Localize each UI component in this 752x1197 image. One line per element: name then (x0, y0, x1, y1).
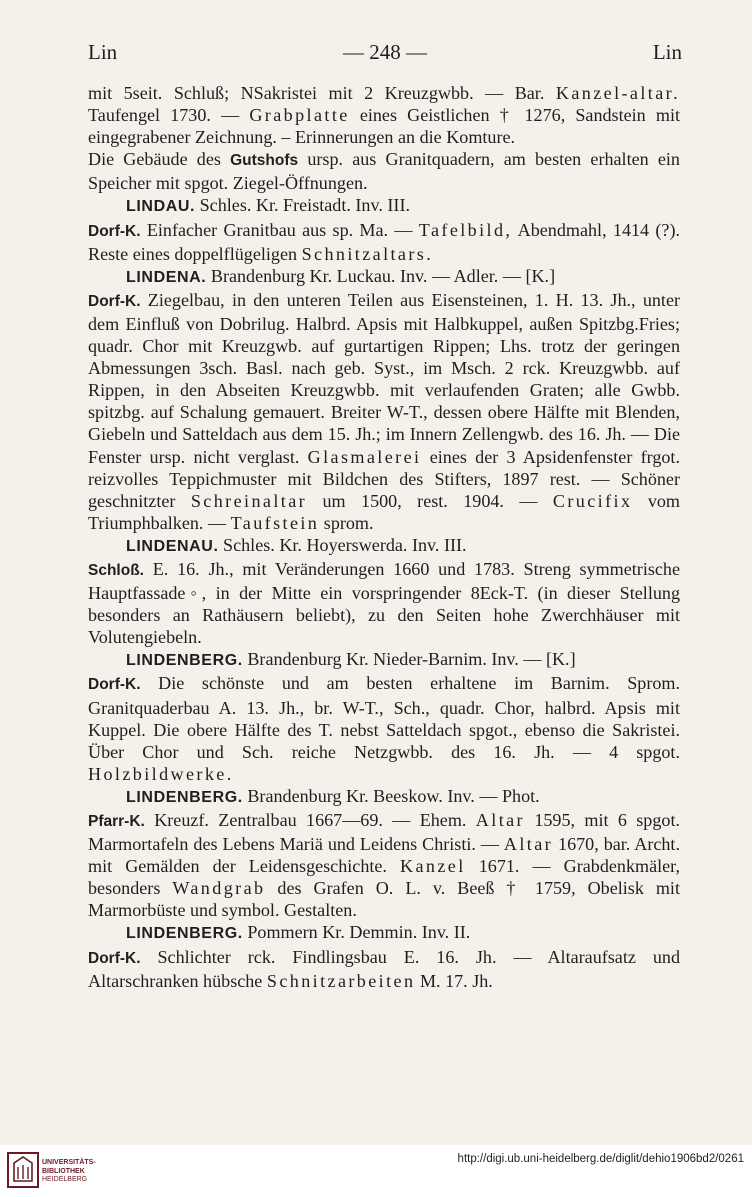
place-heading: LINDENA. (126, 268, 207, 286)
spaced-term: Grabplatte (249, 105, 350, 126)
bold-term: Gutshofs (230, 152, 299, 170)
spaced-term: Schnitzarbeiten (266, 970, 416, 991)
paragraph-gutshof (88, 148, 680, 194)
spaced-term: Holzbildwerke. (88, 763, 234, 784)
place-heading: LINDENAU. (126, 537, 219, 555)
text-run: Schles. Kr. Freistadt. Inv. III. (195, 195, 411, 216)
text-run: E. 16. Jh., mit Veränderungen 1660 und 1783. Streng symmetrische Hauptfassade◦, in der Mitte ein vorspringender 8Eck-T. (in dieser Stellung besonders an Rathäusern beliebt), zu den Seiten hohe Zwerchhäuser mit Volutengiebeln. (88, 558, 680, 648)
text-run: Pommern Kr. Demmin. Inv. II. (242, 922, 471, 943)
entry-lindenau-heading (88, 534, 680, 558)
entry-lindau-body (88, 219, 680, 265)
spaced-term: Wandgrab (172, 878, 266, 899)
library-name-line: UNIVERSITÄTS- (42, 1159, 96, 1166)
entry-lindau-heading (88, 194, 680, 218)
text-run: ursp. aus Granitquadern, am besten erhalten ein Speicher mit spgot. Ziegel-Öffnungen. (88, 149, 680, 194)
header-left: Lin (88, 40, 118, 64)
spaced-term: altar. (629, 83, 680, 103)
spaced-term: Crucifix (552, 490, 633, 511)
text-run: Die schönste und am besten erhaltene im Barnim. Sprom. Granitquaderbau A. 13. Jh., br. W-T., Sch., quadr. Chor, halbrd. Apsis mit Kuppel. Die obere Hälfte des T. nebst Satteldach spgot., ebenso die Sakristei. Über Chor und Sch. reiche Netzgwbb. des 16. Jh. — 4 spgot. (88, 673, 680, 762)
library-seal-icon (6, 1151, 40, 1189)
text-run: Ziegelbau, in den unteren Teilen aus Eisensteinen, 1. H. 13. Jh., unter dem Einfluß von Dobrilug. Halbrd. Apsis mit Halbkuppel, außen Spitzbg.Fries; quadr. Chor mit Kreuzgwb. auf gurtartigen Rippen; Lhs. trotz der geringen Abmessungen 3sch. Basl. nach geb. Syst., im Msch. 2 rck. Kreuzgwbb. auf Rippen, in den Abseiten Kreuzgwbb. mit verlaufenden Graten; alle Gwbb. spitzbg. auf Schalung gemauert. Breiter W-T., dessen obere Hälfte mit Blenden, Giebeln und Satteldach aus dem 15. Jh.; im Innern Zellengwb. des 16. Jh. — Die Fenster ursp. nicht verglast. (88, 289, 680, 467)
page-number: — 248 — (343, 40, 427, 64)
running-header (88, 40, 682, 70)
text-run: Einfacher Granitbau aus sp. Ma. — (140, 219, 419, 240)
spaced-term: Altar (475, 810, 525, 830)
text-run: vom Triumphbalken. — (88, 490, 680, 533)
header-right: Lin (652, 40, 682, 64)
bold-term: Dorf-K. (88, 292, 141, 310)
text-run: Brandenburg Kr. Beeskow. Inv. — Phot. (242, 785, 540, 806)
entry-lindena-body (88, 289, 680, 534)
text-run: Kreuzf. Zentralbau 1667—69. — Ehem. (144, 810, 476, 830)
text-run: Die Gebäude des (88, 149, 231, 170)
bold-term: Dorf-K. (88, 949, 141, 967)
spaced-term: Glasmalerei (307, 446, 422, 467)
text-run: 1595, mit 6 spgot. Marmortafeln des Lebens Mariä und Leidens Christi. — (88, 810, 680, 855)
spaced-term: Taufstein (230, 512, 320, 533)
text-run: des Grafen O. L. v. Beeß † 1759, Obelisk mit Marmorbüste und symbol. Gestalten. (88, 878, 680, 921)
entry-lindenberg-demmin-body (88, 946, 680, 992)
entry-lindenberg-beeskow-heading (88, 785, 680, 809)
bold-term: Dorf-K. (88, 676, 141, 694)
spaced-term: Schreinaltar (190, 490, 308, 511)
library-name-line: BIBLIOTHEK (42, 1167, 85, 1175)
text-run: Taufengel 1730. — (88, 105, 250, 126)
library-name (42, 1159, 96, 1185)
text-run: Schles. Kr. Hoyerswerda. Inv. III. (218, 534, 467, 555)
source-url-link[interactable]: http://digi.ub.uni-heidelberg.de/diglit/dehio1906bd2/0261 (457, 1153, 744, 1165)
text-run: 1671. — Grabdenkmäler, besonders (88, 856, 681, 899)
entry-lindenau-body (88, 558, 680, 648)
place-heading: LINDENBERG. (126, 925, 243, 943)
spaced-term: Tafelbild, (418, 219, 513, 240)
spaced-term: Altar (503, 834, 554, 855)
body-text (88, 82, 680, 992)
entry-lindenberg-barnim-body (88, 672, 680, 784)
text-run: um 1500, rest. 1904. — (307, 490, 553, 511)
text-run: eines Geistlichen † 1276, Sandstein mit eingegrabener Zeichnung. – Erinnerungen an die Komture. (88, 105, 680, 148)
entry-lindenberg-barnim-heading (88, 648, 680, 672)
place-heading: LINDENBERG. (126, 652, 243, 670)
text-run: eines der 3 Apsidenfenster frgot. reizvolles Teppichmuster mit Bildchen des Stifters, 1897 rest. — Schöner geschnitzter (88, 446, 680, 511)
bold-term: Dorf-K. (88, 222, 141, 240)
spaced-term: Kanzel- (555, 83, 630, 103)
bold-term: Schloß. (88, 561, 144, 579)
spaced-term: Kanzel (400, 856, 466, 877)
entry-lindena-heading (88, 265, 680, 289)
text-run: 1670, bar. Archt. mit Gemälden der Leidensgeschichte. (88, 834, 680, 877)
text-run: mit 5seit. Schluß; NSakristei mit 2 Kreuzgwbb. — Bar. (88, 83, 556, 103)
library-name-line: HEIDELBERG (42, 1176, 88, 1183)
place-heading: LINDAU. (126, 198, 196, 216)
text-run: Schlichter rck. Findlingsbau E. 16. Jh. — Altaraufsatz und Altarschranken hübsche (88, 946, 680, 991)
entry-lindenberg-demmin-heading (88, 921, 680, 945)
entry-lindenberg-beeskow-body (88, 809, 680, 921)
text-run: M. 17. Jh. (415, 970, 493, 991)
text-run: Brandenburg Kr. Luckau. Inv. — Adler. — [K.] (206, 265, 556, 286)
bold-term: Pfarr-K. (88, 813, 145, 830)
text-run: Brandenburg Kr. Nieder-Barnim. Inv. — [K.] (242, 649, 576, 670)
digitization-footer (0, 1145, 752, 1197)
text-run: Abendmahl, 1414 (?). Reste eines doppelflügeligen (88, 219, 680, 264)
spaced-term: Schnitzaltars. (301, 243, 434, 264)
text-run: sprom. (319, 512, 374, 533)
paragraph-continuation (88, 82, 680, 148)
place-heading: LINDENBERG. (126, 788, 243, 806)
